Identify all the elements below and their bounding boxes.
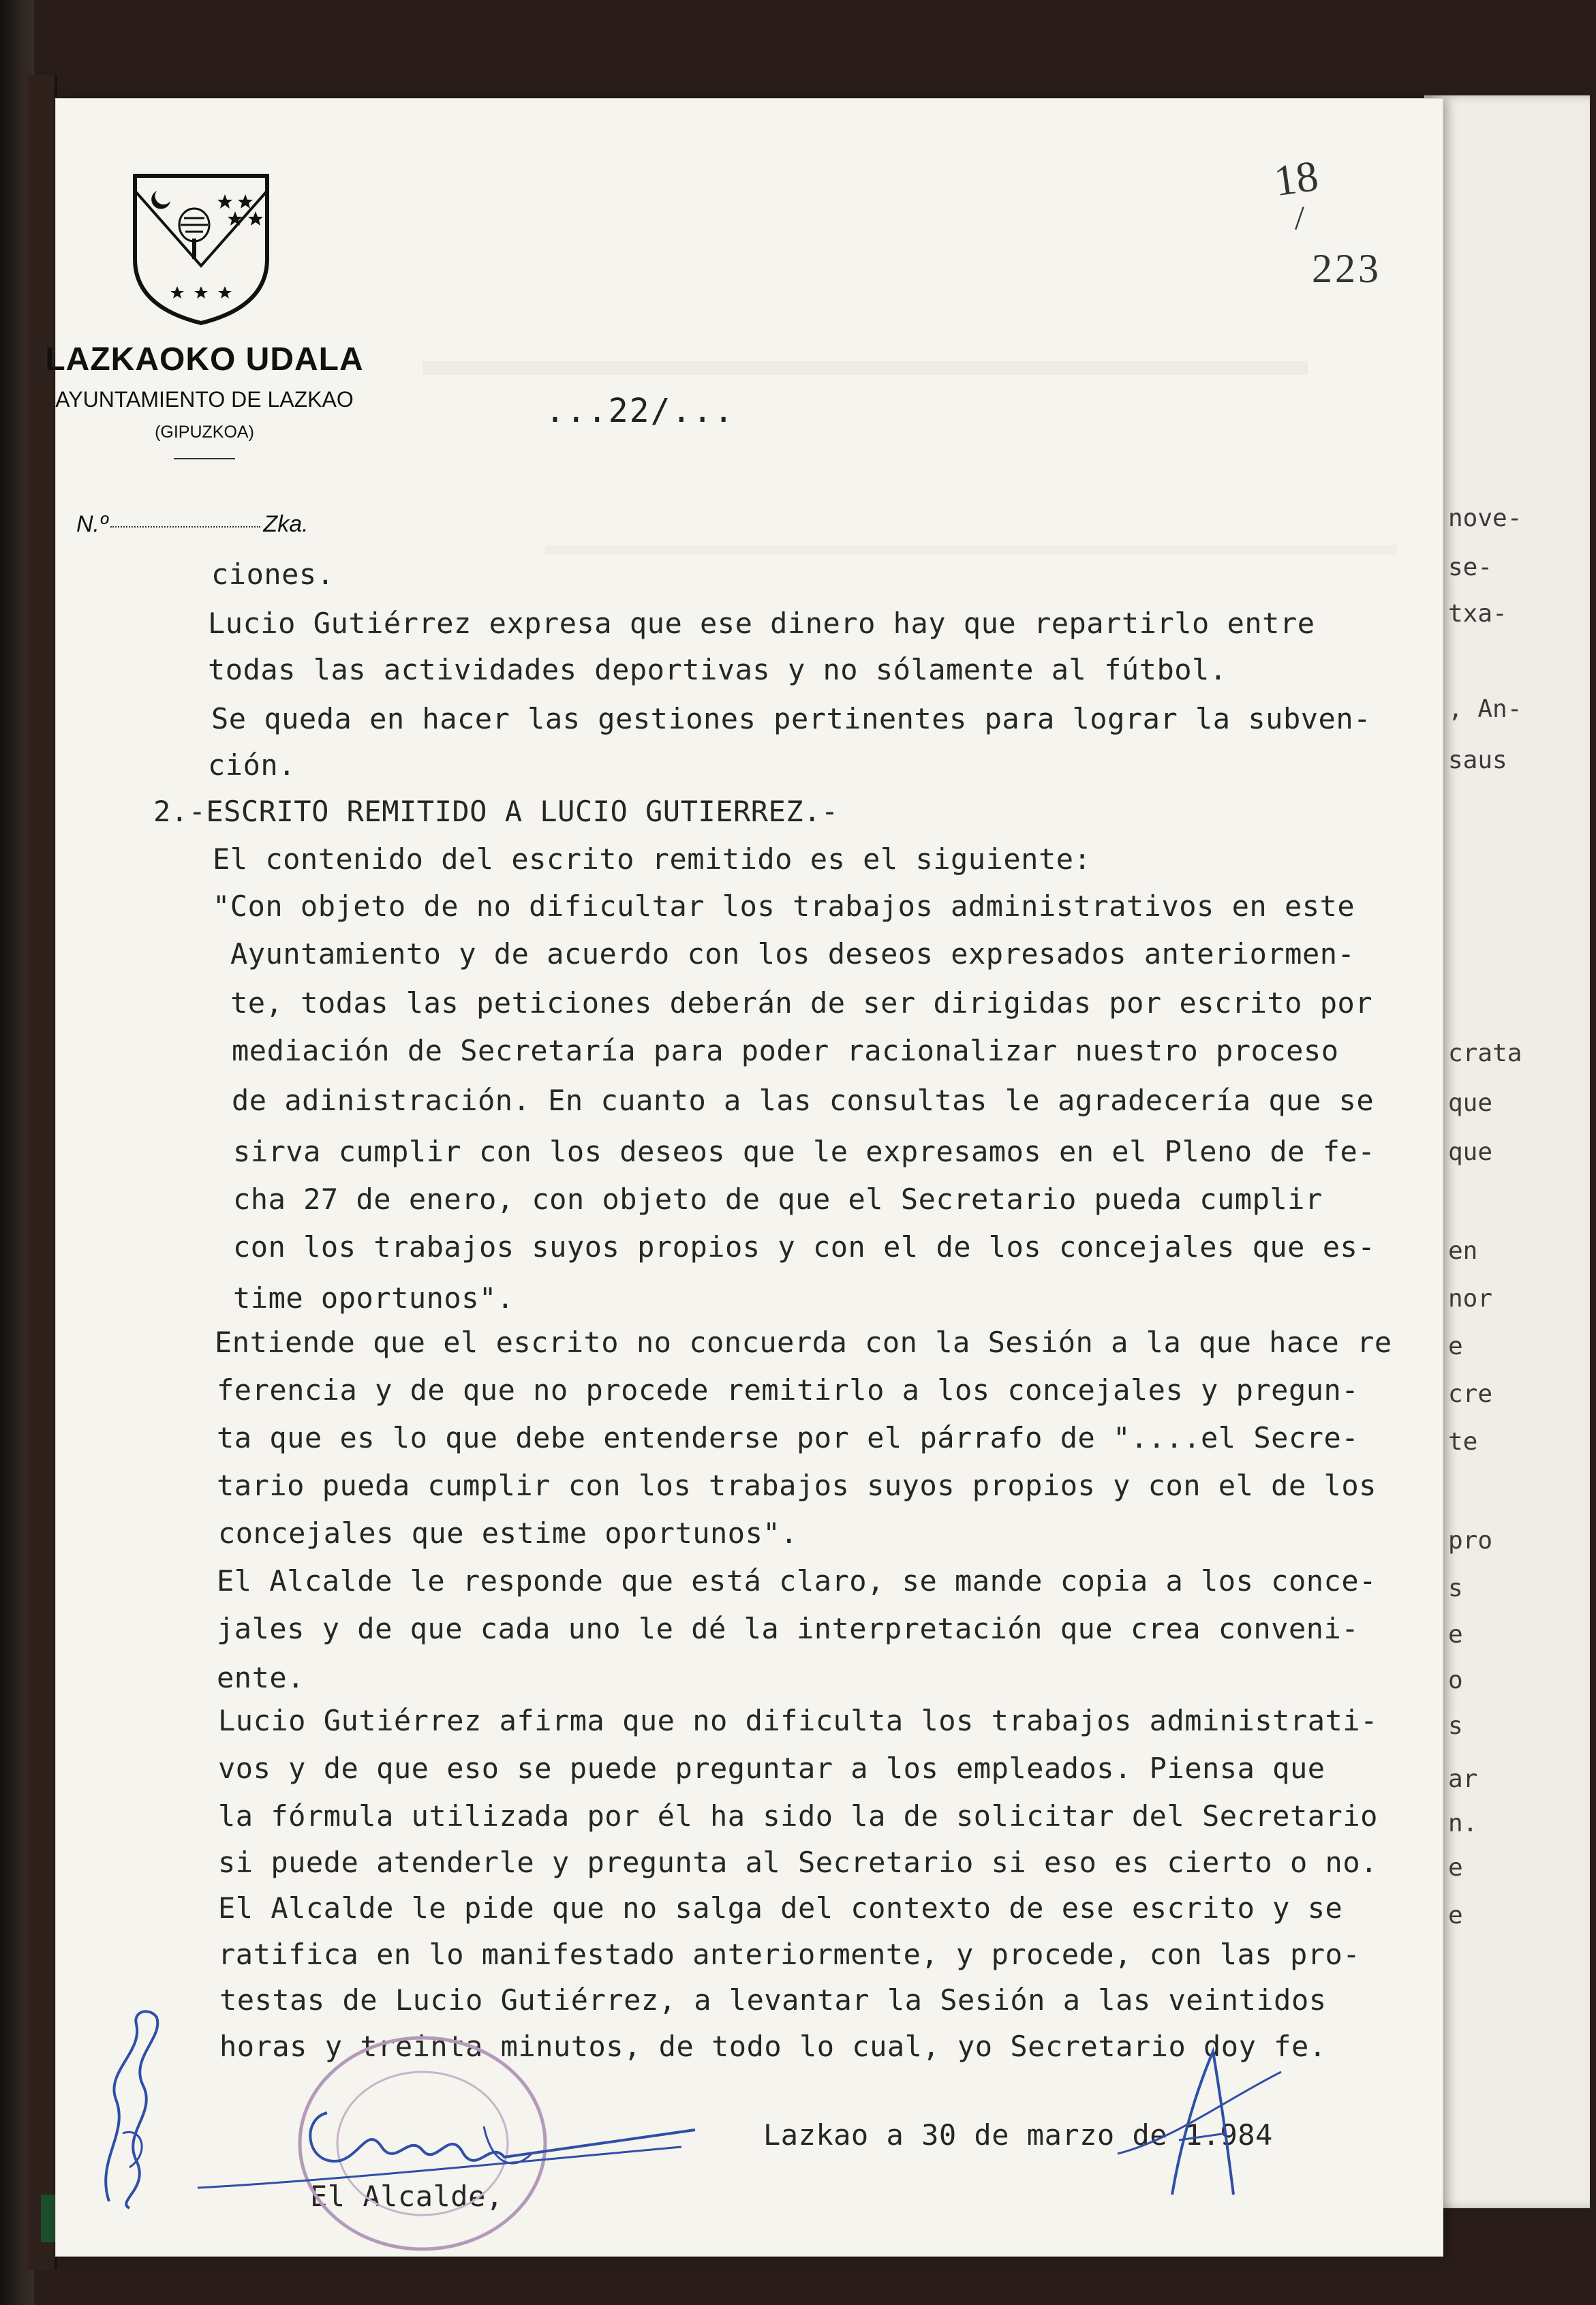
organization-province: (GIPUZKOA) [155,423,254,442]
text-line: time oportunos". [233,1281,515,1315]
margin-fragment: e [1448,1621,1463,1649]
text-line: ente. [217,1661,305,1694]
number-label: N.º [76,511,108,537]
margin-fragment: que [1448,1089,1493,1117]
folio-handwritten: 18 [1271,151,1321,206]
margin-fragment: en [1448,1237,1478,1265]
signature-secretary [1090,2038,1295,2201]
reference-marker: ...22/... [545,392,735,430]
text-line: ciones. [211,558,335,591]
text-line: si puede atenderle y pregunta al Secretario si eso es cierto o no. [218,1846,1378,1879]
text-line: ción. [208,748,296,782]
signature-mayor [191,2086,709,2222]
margin-fragment: crata [1448,1039,1522,1067]
margin-fragment: e [1448,1332,1463,1360]
folio-slash: / [1295,198,1304,236]
text-line: ratifica en lo manifestado anteriormente, y procede, con las pro- [218,1938,1361,1971]
margin-fragment: s [1448,1574,1463,1602]
text-line: testas de Lucio Gutiérrez, a levantar la Sesión a las veintidos [219,1983,1327,2017]
organization-name: LAZKAOKO UDALA [45,341,364,378]
margin-fragment: que [1448,1138,1493,1166]
margin-fragment: e [1448,1854,1463,1882]
margin-fragment: n. [1448,1810,1478,1837]
text-line: todas las actividades deportivas y no sólamente al fútbol. [208,653,1227,686]
text-line: la fórmula utilizada por él ha sido la de solicitar del Secretario [218,1799,1378,1833]
margin-fragment: , An- [1448,695,1522,723]
text-line: El Alcalde le responde que está claro, se mande copia a los conce- [217,1564,1377,1598]
text-line: Se queda en hacer las gestiones pertinentes para lograr la subven- [211,702,1371,735]
text-line: El contenido del escrito remitido es el siguiente: [213,842,1092,876]
margin-fragment: nor [1448,1285,1493,1313]
organization-subtitle: AYUNTAMIENTO DE LAZKAO [55,387,354,412]
section-heading: 2.-ESCRITO REMITIDO A LUCIO GUTIERREZ.- [153,795,839,828]
signature-councillor [89,1997,184,2215]
text-line: "Con objeto de no dificultar los trabajos administrativos en este [213,889,1355,923]
text-line: jales y de que cada uno le dé la interpretación que crea conveni- [217,1612,1360,1645]
text-line: ferencia y de que no procede remitirlo a los concejales y pregun- [217,1373,1360,1407]
margin-fragment: cre [1448,1380,1493,1408]
text-line: Entiende que el escrito no concuerda con la Sesión a la que hace re [215,1326,1392,1359]
text-line: cha 27 de enero, con objeto de que el Secretario pueda cumplir [233,1182,1323,1216]
signer-label: El Alcalde, [310,2180,504,2213]
text-line: con los trabajos suyos propios y con el de los concejales que es- [233,1230,1376,1264]
margin-fragment: txa- [1448,600,1507,628]
text-line: horas y treinta minutos, de todo lo cual, yo Secretario doy fe. [219,2030,1327,2063]
text-line: vos y de que eso se puede preguntar a los empleados. Piensa que [218,1752,1325,1785]
margin-fragment: o [1448,1666,1463,1694]
text-line: te, todas las peticiones deberán de ser dirigidas por escrito por [230,986,1373,1020]
margin-fragment: pro [1448,1527,1493,1555]
margin-fragment: te [1448,1428,1478,1456]
text-line: ta que es lo que debe entenderse por el párrafo de "....el Secre- [217,1421,1360,1454]
text-line: Lucio Gutiérrez expresa que ese dinero hay que repartirlo entre [208,607,1315,640]
text-line: concejales que estime oportunos". [218,1516,798,1550]
margin-fragment: nove- [1448,504,1522,532]
text-line: Ayuntamiento y de acuerdo con los deseos expresados anteriormen- [230,937,1355,971]
text-line: de adinistración. En cuanto a las consultas le agradecería que se [232,1084,1375,1117]
text-line: Lucio Gutiérrez afirma que no dificulta los trabajos administrati- [218,1704,1378,1737]
margin-fragment: s [1448,1712,1463,1740]
text-line: tario pueda cumplir con los trabajos suyos propios y con el de los [217,1469,1377,1502]
folio-number: 223 [1312,246,1381,291]
margin-fragment: se- [1448,553,1493,581]
text-line: El Alcalde le pide que no salga del contexto de ese escrito y se [218,1891,1343,1925]
number-suffix: Zka. [263,511,309,537]
text-line: sirva cumplir con los deseos que le expresamos en el Pleno de fe- [233,1135,1376,1168]
margin-fragment: e [1448,1902,1463,1929]
margin-fragment: ar [1448,1765,1478,1793]
place-date: Lazkao a 30 de marzo de 1.984 [763,2118,1273,2152]
margin-fragment: saus [1448,746,1507,774]
text-line: mediación de Secretaría para poder racionalizar nuestro proceso [232,1034,1339,1067]
